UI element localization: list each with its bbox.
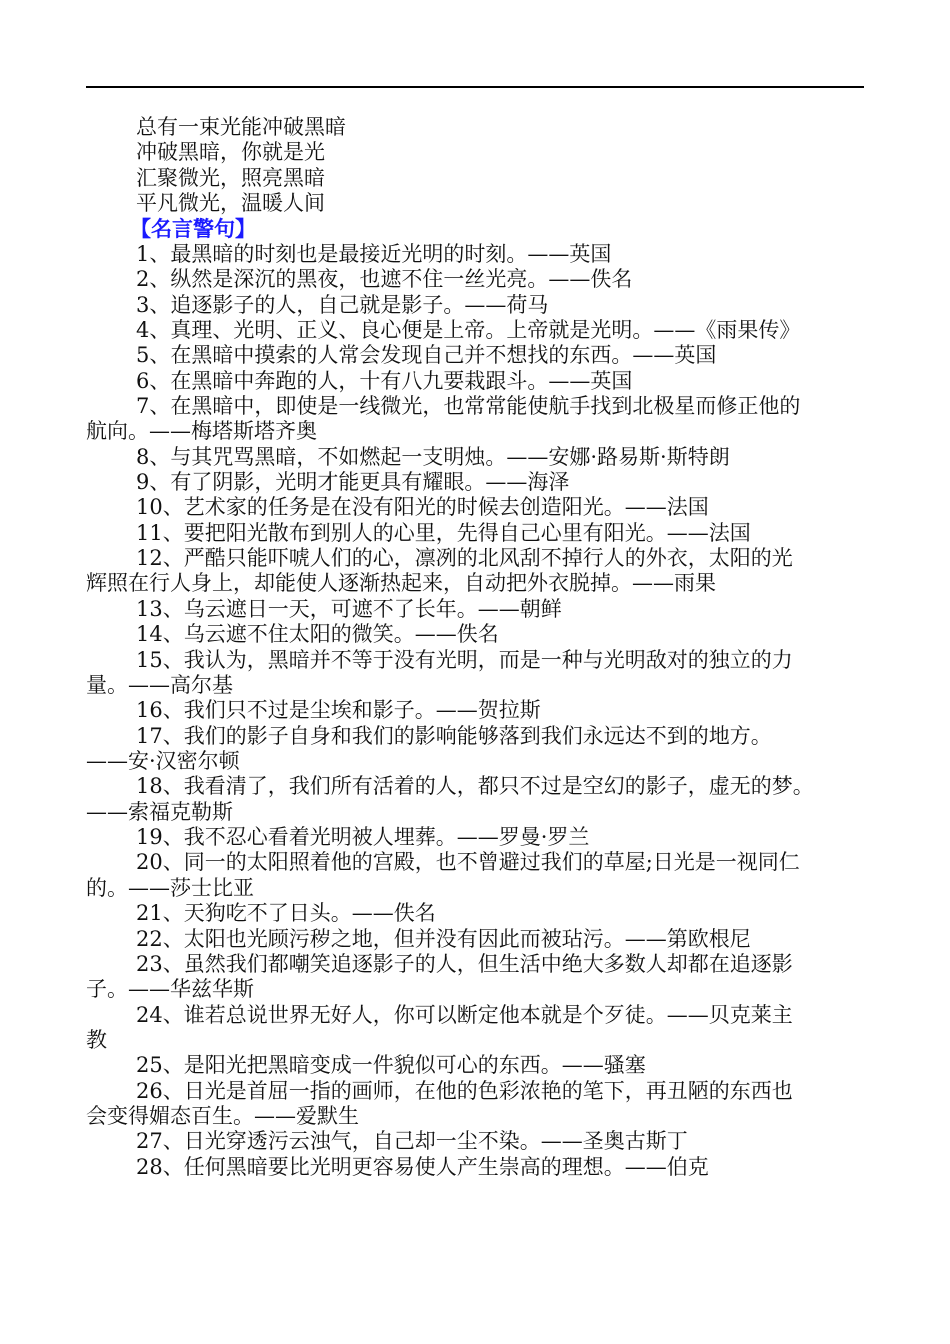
quote-line: 5、在黑暗中摸索的人常会发现自己并不想找的东西。——英国 <box>136 343 717 368</box>
quote-item <box>86 470 866 495</box>
quote-line-continuation: 辉照在行人身上，却能使人逐渐热起来，自动把外衣脱掉。——雨果 <box>86 571 716 596</box>
quote-line-continuation: 会变得媚态百生。——爱默生 <box>86 1104 359 1129</box>
quote-item <box>86 1003 866 1054</box>
quote-line: 2、纵然是深沉的黑夜，也遮不住一丝光亮。——佚名 <box>136 267 633 292</box>
quote-item <box>86 825 866 850</box>
quote-item <box>86 927 866 952</box>
quote-line: 4、真理、光明、正义、良心便是上帝。上帝就是光明。——《雨果传》 <box>136 317 801 342</box>
quote-item <box>86 1129 866 1154</box>
quote-item <box>86 648 866 699</box>
poem-line: 汇聚微光，照亮黑暗 <box>136 165 325 190</box>
quote-line-continuation: ——安·汉密尔顿 <box>86 748 240 773</box>
quote-line: 21、天狗吃不了日头。——佚名 <box>136 901 436 926</box>
quote-list <box>86 242 866 1180</box>
quote-line-continuation: ——索福克勒斯 <box>86 799 233 824</box>
quote-line-continuation: 航向。——梅塔斯塔齐奥 <box>86 419 317 444</box>
quote-line: 19、我不忍心看着光明被人埋葬。——罗曼·罗兰 <box>136 825 590 850</box>
quote-item <box>86 850 866 901</box>
quote-item <box>86 394 866 445</box>
quote-line-continuation: 教 <box>86 1027 107 1052</box>
quote-line: 20、同一的太阳照着他的宫殿，也不曾避过我们的草屋;日光是一视同仁 <box>136 850 800 875</box>
quote-line: 16、我们只不过是尘埃和影子。——贺拉斯 <box>136 698 541 723</box>
quote-item <box>86 724 866 775</box>
quote-item <box>86 445 866 470</box>
quote-line: 28、任何黑暗要比光明更容易使人产生崇高的理想。——伯克 <box>136 1154 709 1179</box>
quote-line: 6、在黑暗中奔跑的人，十有八九要栽跟斗。——英国 <box>136 368 633 393</box>
quote-line: 10、艺术家的任务是在没有阳光的时候去创造阳光。——法国 <box>136 495 709 520</box>
quote-item <box>86 622 866 647</box>
quote-line: 23、虽然我们都嘲笑追逐影子的人，但生活中绝大多数人却都在追逐影 <box>136 951 793 976</box>
poem-line: 冲破黑暗，你就是光 <box>136 140 325 165</box>
quote-line: 14、乌云遮不住太阳的微笑。——佚名 <box>136 622 499 647</box>
quote-line: 18、我看清了，我们所有活着的人，都只不过是空幻的影子，虚无的梦。 <box>136 774 814 799</box>
quote-line: 1、最黑暗的时刻也是最接近光明的时刻。——英国 <box>136 241 612 266</box>
quote-line-continuation: 子。——华兹华斯 <box>86 977 254 1002</box>
quote-item <box>86 952 866 1003</box>
quote-line: 25、是阳光把黑暗变成一件貌似可心的东西。——骚塞 <box>136 1053 646 1078</box>
quote-line: 7、在黑暗中，即使是一线微光，也常常能使航手找到北极星而修正他的 <box>136 393 801 418</box>
quote-item <box>86 343 866 368</box>
quote-line: 15、我认为，黑暗并不等于没有光明，而是一种与光明敌对的独立的力 <box>136 647 793 672</box>
quote-item <box>86 1079 866 1130</box>
poem-line: 总有一束光能冲破黑暗 <box>136 115 346 139</box>
document-body <box>86 115 866 1180</box>
quote-line: 3、追逐影子的人，自己就是影子。——荷马 <box>136 292 549 317</box>
quote-line: 22、太阳也光顾污秽之地，但并没有因此而被玷污。——第欧根尼 <box>136 926 751 951</box>
quote-line: 13、乌云遮日一天，可遮不了长年。——朝鲜 <box>136 596 562 621</box>
quote-line: 17、我们的影子自身和我们的影响能够落到我们永远达不到的地方。 <box>136 723 772 748</box>
header-rule <box>86 86 864 88</box>
quote-line-continuation: 量。——高尔基 <box>86 672 233 697</box>
quote-item <box>86 242 866 267</box>
quote-item <box>86 267 866 292</box>
quote-item <box>86 597 866 622</box>
quote-line: 12、严酷只能吓唬人们的心，凛冽的北风刮不掉行人的外衣，太阳的光 <box>136 546 793 571</box>
quote-line: 26、日光是首屈一指的画师，在他的色彩浓艳的笔下，再丑陋的东西也 <box>136 1078 793 1103</box>
quote-item <box>86 495 866 520</box>
quote-line: 9、有了阴影，光明才能更具有耀眼。——海泽 <box>136 470 570 495</box>
quote-item <box>86 1155 866 1180</box>
quote-line: 8、与其咒骂黑暗，不如燃起一支明烛。——安娜·路易斯·斯特朗 <box>136 444 730 469</box>
quote-line: 27、日光穿透污云浊气，自己却一尘不染。——圣奥古斯丁 <box>136 1129 688 1154</box>
section-heading: 【名言警句】 <box>130 216 256 242</box>
quote-item <box>86 369 866 394</box>
quote-line-continuation: 的。——莎士比亚 <box>86 875 254 900</box>
quote-item <box>86 1053 866 1078</box>
quote-item <box>86 774 866 825</box>
quote-line: 24、谁若总说世界无好人，你可以断定他本就是个歹徒。——贝克莱主 <box>136 1002 793 1027</box>
quote-item <box>86 521 866 546</box>
quote-item <box>86 698 866 723</box>
poem-line: 平凡微光，温暖人间 <box>136 191 325 216</box>
quote-item <box>86 293 866 318</box>
quote-line: 11、要把阳光散布到别人的心里，先得自己心里有阳光。——法国 <box>136 520 751 545</box>
quote-item <box>86 318 866 343</box>
quote-item <box>86 901 866 926</box>
quote-item <box>86 546 866 597</box>
